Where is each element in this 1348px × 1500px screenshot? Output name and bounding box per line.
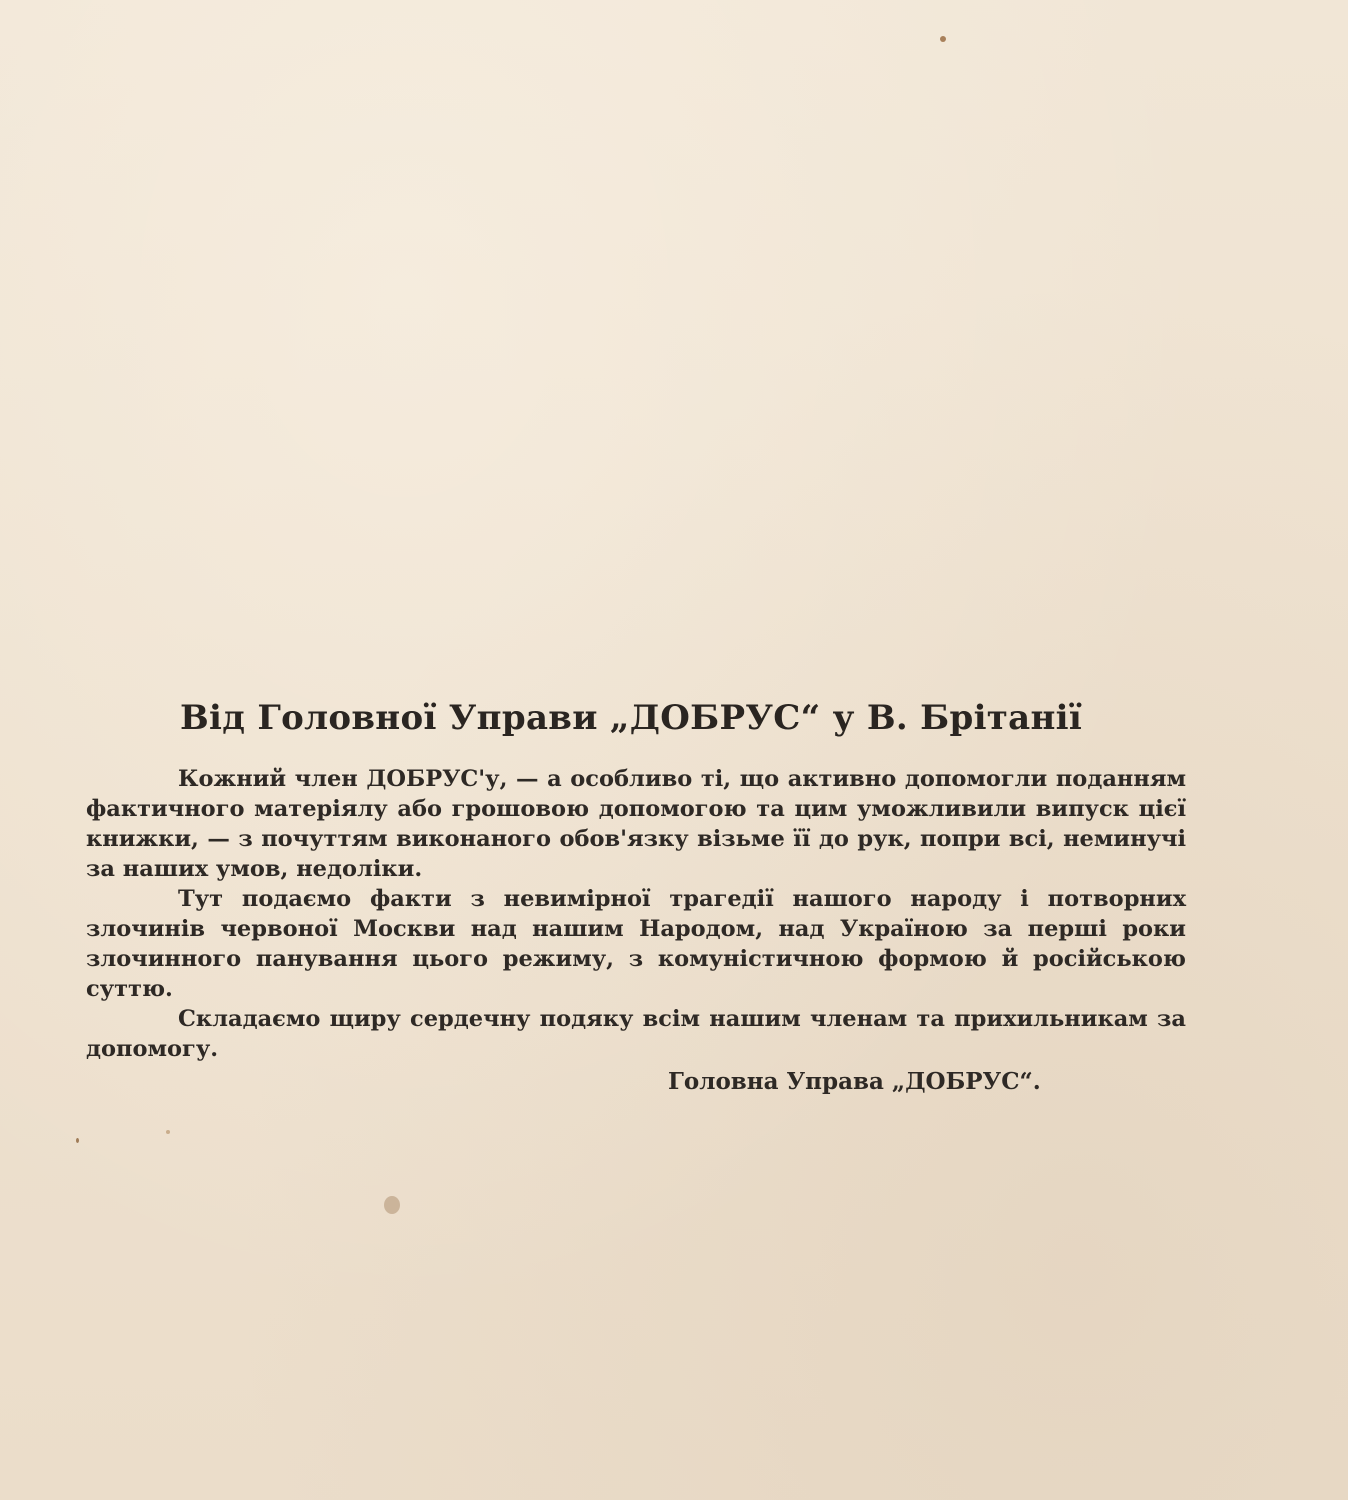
signature: Головна Управа „ДОБРУС“.	[668, 1068, 1041, 1095]
paragraph-2: Тут подаємо факти з невимірної трагедії нашого народу і потворних злочинів червоної Москви над нашим Народом, над Україною за перші роки злочинного панування цього режиму, з комуністичною формою й російською суттю.	[86, 886, 1186, 1002]
paper-speck	[76, 1138, 79, 1143]
paper-speck	[384, 1196, 400, 1214]
paper-speck	[940, 36, 946, 42]
body-text	[86, 764, 1186, 1064]
paragraph-1: Кожний член ДОБРУС'у, — а особливо ті, що активно допомогли поданням фактичного матеріялу або грошовою допомогою та цим уможливили випуск цієї книжки, — з почуттям виконаного обов'язку візьме її до рук, попри всі, неминучі за наших умов, недоліки.	[86, 766, 1186, 882]
page-heading: Від Головної Управи „ДОБРУС“ у В. Брітанії	[180, 698, 1083, 738]
paper-speck	[166, 1130, 170, 1134]
paragraph-3: Складаємо щиру сердечну подяку всім нашим членам та прихильникам за допомогу.	[86, 1006, 1186, 1062]
